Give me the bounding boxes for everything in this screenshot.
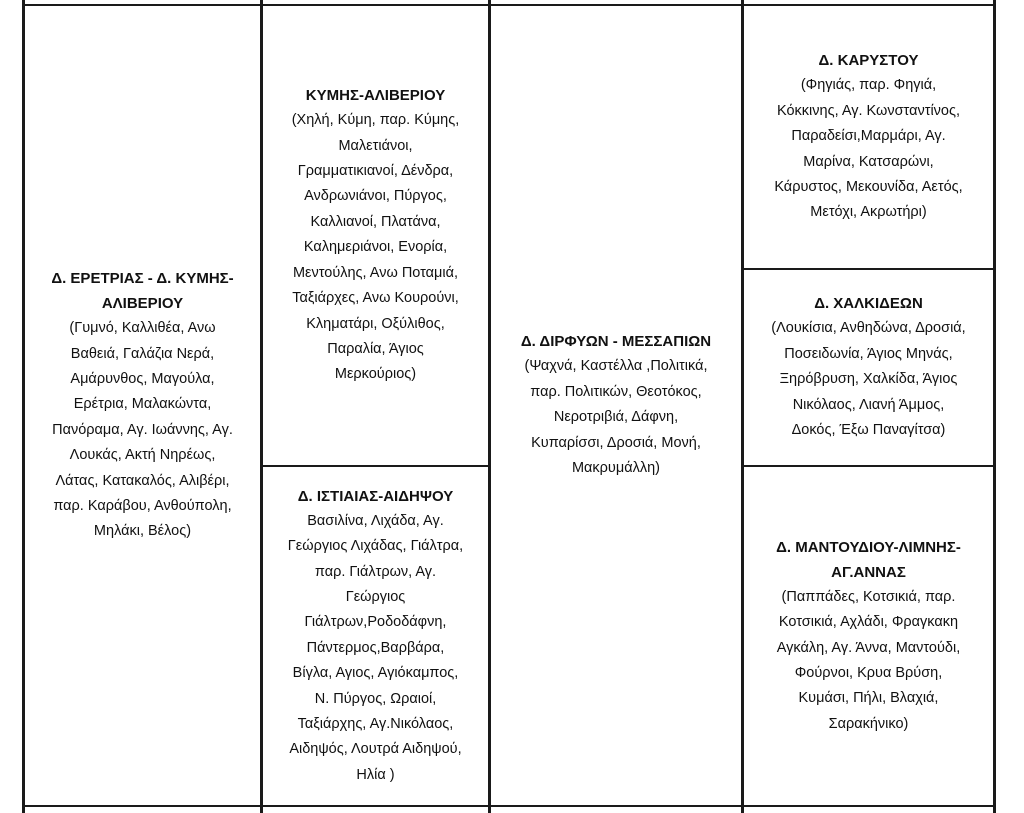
district-title: Δ. ΕΡΕΤΡΙΑΣ - Δ. ΚΥΜΗΣ- ΑΛΙΒΕΡΙΟΥ <box>51 270 234 313</box>
district-villages: (Ψαχνά, Καστέλλα ,Πολιτικά, παρ. Πολιτικών, Θεοτόκος, Νεροτριβιά, Δάφνη, Κυπαρίσσι, Δροσιά, Μονή, Μακρυμάλλη) <box>524 358 708 477</box>
district-title: Δ. ΧΑΛΚΙΔΕΩΝ <box>814 295 923 313</box>
district-villages: Βασιλίνα, Λιχάδα, Αγ. Γεώργιος Λιχάδας, Γιάλτρα, παρ. Γιάλτρων, Αγ. Γεώργιος Γιάλτρων,Ροδοδάφνη, Πάντερμος,Βαρβάρα, Βίγλα, Αγιος, Αγιόκαμπος, Ν. Πύργος, Ωραιοί, Ταξιάρχης, Αγ.Νικόλαος, Αιδηψός, Λουτρά Αιδηψού, Ηλία ) <box>287 512 464 783</box>
district-title: Δ. ΙΣΤΙΑΙΑΣ-ΑΙΔΗΨΟΥ <box>297 487 454 505</box>
cell-chalkideon <box>744 270 993 465</box>
district-title: Δ. ΚΑΡΥΣΤΟΥ <box>818 52 919 70</box>
cell-eretria-kymi <box>25 6 260 805</box>
table-border-bottom <box>22 805 996 807</box>
district-villages: (Χηλή, Κύμη, παρ. Κύμης, Μαλετιάνοι, Γραμματικιανοί, Δένδρα, Ανδρωνιάνοι, Πύργος, Καλλιανοί, Πλατάνα, Καλημεριάνοι, Ενορία, Μεντούλης, Ανω Ποταμιά, Ταξιάρχες, Ανω Κουρούνι, Κληματάρι, Οξύλιθος, Παραλία, Άγιος Μερκούριος) <box>291 112 460 383</box>
district-title: ΚΥΜΗΣ-ΑΛΙΒΕΡΙΟΥ <box>305 87 446 105</box>
district-title: Δ. ΔΙΡΦΥΩΝ - ΜΕΣΣΑΠΙΩΝ <box>520 333 712 351</box>
district-villages: (Παππάδες, Κοτσικιά, παρ. Κοτσικιά, Αχλάδι, Φραγκακη Αγκάλη, Αγ. Άννα, Μαντούδι, Φούρνοι, Κρυα Βρύση, Κυμάσι, Πήλι, Βλαχιά, Σαρακήνικο) <box>776 588 961 732</box>
cell-mantoudi-limni <box>744 467 993 805</box>
district-villages: (Λουκίσια, Ανθηδώνα, Δροσιά, Ποσειδωνία, Άγιος Μηνάς, Ξηρόβρυση, Χαλκίδα, Άγιος Νικόλαος, Λιανή Άμμος, Δοκός, Έξω Παναγίτσα) <box>771 320 966 439</box>
district-title: Δ. ΜΑΝΤΟΥΔΙΟΥ-ΛΙΜΝΗΣ- ΑΓ.ΑΝΝΑΣ <box>776 538 961 581</box>
cell-istiaia-aidipsos <box>263 467 488 805</box>
table-border-right <box>993 0 996 813</box>
cell-kymi-aliveri <box>263 6 488 465</box>
district-villages: (Φηγιάς, παρ. Φηγιά, Κόκκινης, Αγ. Κωνσταντίνος, Παραδείσι,Μαρμάρι, Αγ. Μαρίνα, Κατσαρώνι, Κάρυστος, Μεκουνίδα, Αετός, Μετόχι, Ακρωτήρι) <box>774 77 963 221</box>
cell-dirfyon-messapion <box>491 6 741 805</box>
district-villages: (Γυμνό, Καλλιθέα, Ανω Βαθειά, Γαλάζια Νερά, Αμάρυνθος, Μαγούλα, Ερέτρια, Μαλακώντα, Πανόραμα, Αγ. Ιωάννης, Αγ. Λουκάς, Ακτή Νηρέως, Λάτας, Κατακαλός, Αλιβέρι, παρ. Καράβου, Ανθούπολη, Μηλάκι, Βέλος) <box>52 320 233 540</box>
cell-karystos <box>744 6 993 268</box>
